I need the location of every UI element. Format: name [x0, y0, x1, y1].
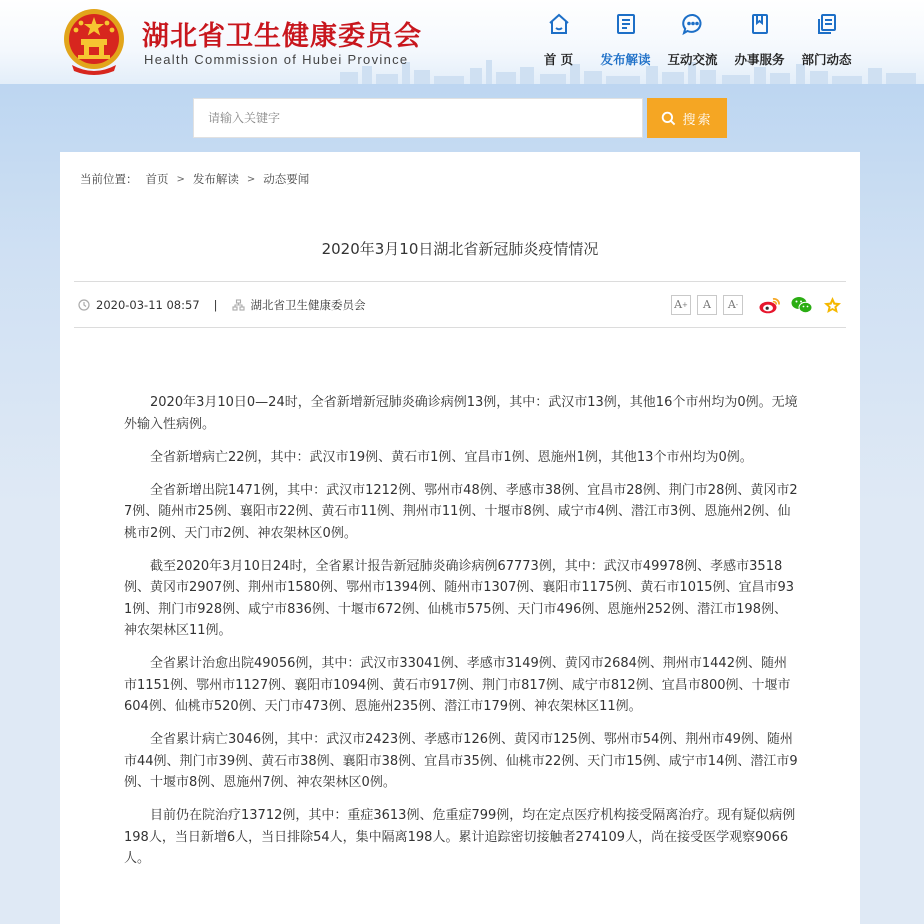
- breadcrumb-separator: >: [176, 173, 185, 185]
- nav-item-interaction[interactable]: [659, 12, 726, 68]
- clock-icon: [78, 299, 90, 311]
- meta-divider: |: [213, 297, 218, 312]
- publish-date: 2020-03-11 08:57: [96, 297, 200, 312]
- nav-label: 部门动态: [801, 52, 852, 67]
- font-size-default-button[interactable]: A: [697, 295, 717, 315]
- article-meta-info: [78, 282, 366, 327]
- nav-item-home[interactable]: [525, 12, 592, 68]
- search-icon: [661, 111, 676, 126]
- site-title: 湖北省卫生健康委员会: [142, 21, 422, 52]
- site-subtitle: Health Commission of Hubei Province: [144, 52, 409, 67]
- search-button[interactable]: [647, 98, 727, 138]
- article-paragraph: 2020年3月10日0—24时，全省新增新冠肺炎确诊病例13例，其中：武汉市13例，其他16个市州均为0例。无境外输入性病例。: [124, 395, 798, 432]
- article-tools: [671, 282, 842, 327]
- favorite-star-icon[interactable]: [823, 296, 842, 314]
- article-paragraph: 全省累计治愈出院49056例，其中：武汉市33041例、孝感市3149例、黄冈市2684例、荆州市1442例、随州市1151例、鄂州市1127例、襄阳市1094例、黄石市917例、荆门市817例、咸宁市812例、宜昌市800例、十堰市604例、仙桃市520例、天门市473例、恩施州235例、潜江市179例、神农架林区11例。: [124, 656, 791, 714]
- search-input[interactable]: [193, 98, 643, 138]
- nav-label: 发布解读: [600, 52, 651, 67]
- wechat-share-icon[interactable]: [791, 296, 813, 314]
- nav-item-services[interactable]: [726, 12, 793, 68]
- site-header: [0, 0, 924, 84]
- article-paragraph: 全省新增病亡22例，其中：武汉市19例、黄石市1例、宜昌市1例、恩施州1例，其他13个市州均为0例。: [150, 449, 753, 465]
- breadcrumb-separator: >: [246, 173, 256, 185]
- breadcrumb-news[interactable]: 动态要闻: [263, 172, 310, 186]
- copy-icon: [815, 12, 839, 36]
- search-button-label: 搜索: [682, 112, 713, 128]
- breadcrumb-home[interactable]: 首页: [145, 172, 169, 186]
- article-paragraph: 目前仍在院治疗13712例，其中：重症3613例、危重症799例，均在定点医疗机构接受隔离治疗。现有疑似病例198人，当日新增6人，当日排除54人，集中隔离198人。累计追踪密切接触者274109人，尚在接受医学观察9066人。: [124, 808, 796, 866]
- article-paragraph: 全省累计病亡3046例，其中：武汉市2423例、孝感市126例、黄冈市125例、鄂州市54例、荆州市49例、随州市44例、荆门市39例、黄石市38例、襄阳市38例、宜昌市35例、仙桃市22例、天门市15例、咸宁市14例、潜江市9例、十堰市8例、恩施州7例、神农架林区0例。: [124, 732, 798, 790]
- breadcrumb: [80, 171, 309, 187]
- bookmark-icon: [748, 12, 772, 36]
- nav-item-department-news[interactable]: [793, 12, 860, 68]
- article-title: 2020年3月10日湖北省新冠肺炎疫情情况: [321, 240, 599, 258]
- article-body: [124, 392, 798, 881]
- main-nav: [525, 12, 860, 68]
- nav-label: 互动交流: [667, 52, 718, 67]
- home-icon: [547, 12, 571, 36]
- national-emblem-logo: [62, 7, 126, 75]
- breadcrumb-releases[interactable]: 发布解读: [192, 172, 239, 186]
- article-meta-bar: [74, 281, 846, 328]
- nav-label: 办事服务: [734, 52, 785, 67]
- article-paragraph: 截至2020年3月10日24时，全省累计报告新冠肺炎确诊病例67773例，其中：武汉市49978例、孝感市3518例、黄冈市2907例、荆州市1580例、鄂州市1394例、随州市1307例、襄阳市1175例、黄石市1015例、宜昌市931例、荆门市928例、咸宁市836例、十堰市672例、仙桃市575例、天门市496例、恩施州252例、潜江市198例、神农架林区11例。: [124, 558, 795, 638]
- article-paragraph: 全省新增出院1471例，其中：武汉市1212例、鄂州市48例、孝感市38例、宜昌市28例、荆门市28例、黄冈市27例、随州市25例、襄阳市22例、黄石市11例、荆州市11例、十堰市8例、咸宁市4例、潜江市3例、恩施州2例、仙桃市2例、天门市2例、神农架林区0例。: [124, 482, 798, 541]
- breadcrumb-label: 当前位置：: [80, 172, 138, 186]
- weibo-share-icon[interactable]: [759, 296, 781, 314]
- organization-icon: [232, 299, 245, 311]
- font-size-decrease-button[interactable]: A -: [723, 295, 743, 315]
- chat-icon: [681, 12, 705, 36]
- article-source: 湖北省卫生健康委员会: [250, 297, 366, 312]
- font-size-increase-button[interactable]: A +: [671, 295, 691, 315]
- article-card: [60, 152, 860, 924]
- nav-item-releases[interactable]: [592, 12, 659, 68]
- document-icon: [614, 12, 638, 36]
- nav-label: 首 页: [543, 52, 574, 67]
